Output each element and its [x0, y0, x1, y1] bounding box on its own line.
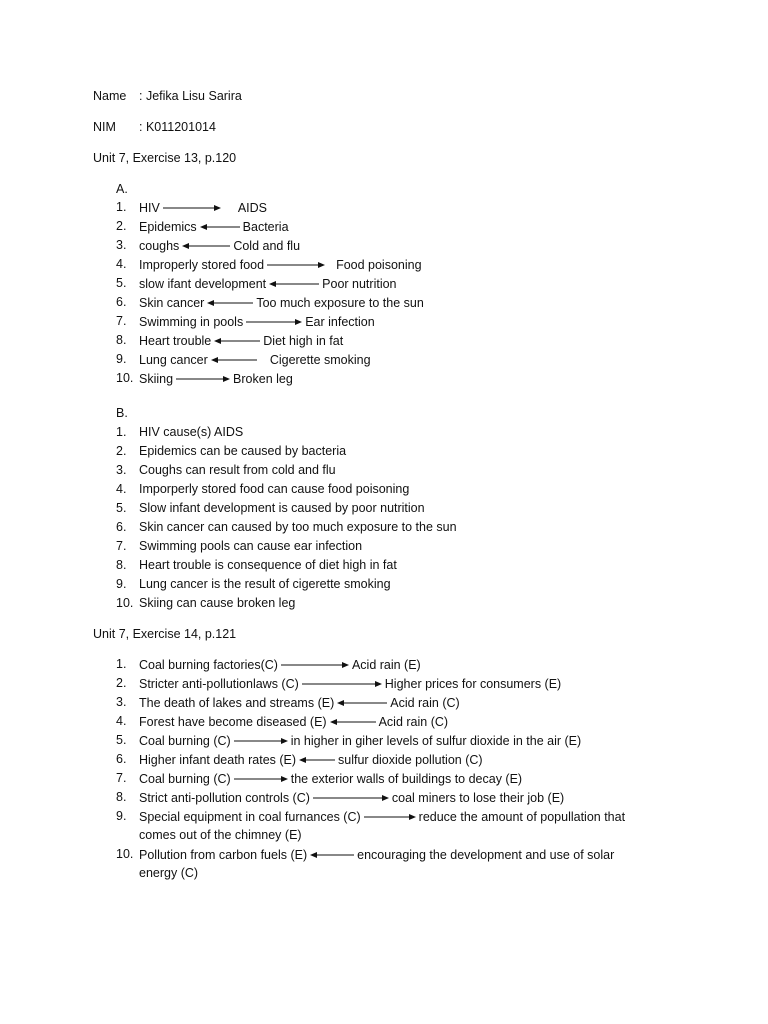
arrow-left-icon	[269, 279, 319, 289]
cause-effect-left: coughs	[139, 238, 180, 253]
arrow-left-icon	[211, 355, 257, 365]
cause-effect-right: in higher in giher levels of sulfur dioxide in the air (E)	[290, 733, 582, 748]
partA-item	[139, 237, 300, 253]
cause-effect-left: Swimming in pools	[139, 314, 244, 329]
ex14-item	[139, 713, 448, 729]
ex14-item	[139, 732, 581, 748]
arrow-right-icon	[281, 660, 349, 670]
cause-effect-left: Coal burning factories(C)	[139, 657, 278, 672]
partB-item-text: Lung cancer is the result of cigerette smoking	[139, 577, 391, 591]
ex14-item	[139, 789, 564, 805]
partB-item-text: Heart trouble is consequence of diet high in fat	[139, 558, 397, 572]
partA-item-number: 3.	[116, 238, 127, 252]
ex14-item-number: 1.	[116, 657, 127, 671]
cause-effect-left: Coal burning (C)	[139, 771, 231, 786]
ex14-item-number: 8.	[116, 790, 127, 804]
exercise-14-title: Unit 7, Exercise 14, p.121	[93, 627, 237, 641]
nim-value: : K011201014	[139, 120, 216, 134]
ex14-item-number: 10.	[116, 847, 134, 861]
arrow-right-icon	[234, 774, 288, 784]
partB-item-text: Coughs can result from cold and flu	[139, 463, 336, 477]
partA-item	[139, 332, 343, 348]
cause-effect-right: Ear infection	[305, 314, 375, 329]
cause-effect-left: Epidemics	[139, 219, 197, 234]
ex14-item	[139, 808, 625, 824]
partA-item	[139, 218, 289, 234]
partA-item-number: 1.	[116, 200, 127, 214]
cause-effect-left: The death of lakes and streams (E)	[139, 695, 335, 710]
ex14-item	[139, 675, 561, 691]
arrow-right-icon	[302, 679, 382, 689]
partA-item	[139, 256, 422, 272]
arrow-left-icon	[310, 850, 354, 860]
arrow-left-icon	[330, 717, 376, 727]
name-label: Name	[93, 89, 127, 103]
partB-item-text: HIV cause(s) AIDS	[139, 425, 244, 439]
arrow-right-icon	[313, 793, 389, 803]
partA-item-number: 2.	[116, 219, 127, 233]
partB-item-number: 7.	[116, 539, 127, 553]
partB-item-number: 1.	[116, 425, 127, 439]
ex14-item-number: 6.	[116, 752, 127, 766]
ex14-item-continuation: energy (C)	[139, 866, 199, 880]
cause-effect-right: Cigerette smoking	[269, 352, 371, 367]
cause-effect-left: Forest have become diseased (E)	[139, 714, 327, 729]
partA-item	[139, 294, 424, 310]
partB-item-number: 9.	[116, 577, 127, 591]
part-b-label: B.	[116, 406, 128, 420]
ex14-item	[139, 694, 460, 710]
partB-item-text: Slow infant development is caused by poor nutrition	[139, 501, 425, 515]
cause-effect-right: AIDS	[237, 200, 268, 215]
partA-item	[139, 313, 375, 329]
ex14-item-number: 2.	[116, 676, 127, 690]
partB-item-text: Epidemics can be caused by bacteria	[139, 444, 347, 458]
partB-item-number: 4.	[116, 482, 127, 496]
arrow-right-icon	[267, 260, 325, 270]
ex14-item-number: 3.	[116, 695, 127, 709]
partA-item-number: 10.	[116, 371, 134, 385]
cause-effect-left: Pollution from carbon fuels (E)	[139, 847, 308, 862]
cause-effect-right: Acid rain (C)	[390, 695, 460, 710]
partB-item-text: Swimming pools can cause ear infection	[139, 539, 363, 553]
cause-effect-right: the exterior walls of buildings to decay (E)	[290, 771, 523, 786]
partA-item	[139, 370, 293, 386]
ex14-item-number: 9.	[116, 809, 127, 823]
partB-item-number: 3.	[116, 463, 127, 477]
cause-effect-left: slow ifant development	[139, 276, 267, 291]
cause-effect-right: reduce the amount of popullation that	[418, 809, 626, 824]
partB-item-number: 2.	[116, 444, 127, 458]
arrow-left-icon	[214, 336, 260, 346]
ex14-item	[139, 656, 421, 672]
cause-effect-right: Too much exposure to the sun	[256, 295, 424, 310]
cause-effect-right: sulfur dioxide pollution (C)	[338, 752, 483, 767]
partA-item	[139, 199, 267, 215]
ex14-item-number: 5.	[116, 733, 127, 747]
cause-effect-left: Special equipment in coal furnances (C)	[139, 809, 361, 824]
nim-label: NIM	[93, 120, 116, 134]
partB-item-number: 10.	[116, 596, 134, 610]
cause-effect-right: Higher prices for consumers (E)	[384, 676, 562, 691]
arrow-right-icon	[234, 736, 288, 746]
cause-effect-right: Diet high in fat	[263, 333, 344, 348]
cause-effect-left: Strict anti-pollution controls (C)	[139, 790, 310, 805]
cause-effect-right: coal miners to lose their job (E)	[391, 790, 565, 805]
arrow-left-icon	[299, 755, 335, 765]
arrow-right-icon	[246, 317, 302, 327]
partA-item-number: 6.	[116, 295, 127, 309]
arrow-left-icon	[207, 298, 253, 308]
ex14-item	[139, 846, 614, 862]
partA-item-number: 8.	[116, 333, 127, 347]
partA-item	[139, 275, 397, 291]
partB-item-number: 5.	[116, 501, 127, 515]
ex14-item-number: 4.	[116, 714, 127, 728]
cause-effect-right: Acid rain (C)	[378, 714, 449, 729]
arrow-right-icon	[163, 203, 221, 213]
partB-item-text: Skin cancer can caused by too much exposure to the sun	[139, 520, 457, 534]
partA-item-number: 4.	[116, 257, 127, 271]
cause-effect-left: Heart trouble	[139, 333, 212, 348]
part-a-label: A.	[116, 182, 128, 196]
cause-effect-right: Acid rain (E)	[351, 657, 421, 672]
ex14-item-number: 7.	[116, 771, 127, 785]
arrow-left-icon	[200, 222, 240, 232]
cause-effect-left: HIV	[139, 200, 160, 215]
cause-effect-left: Stricter anti-pollutionlaws (C)	[139, 676, 299, 691]
cause-effect-right: Cold and flu	[233, 238, 301, 253]
partA-item	[139, 351, 371, 367]
cause-effect-right: Broken leg	[233, 371, 293, 386]
cause-effect-right: Poor nutrition	[322, 276, 397, 291]
partA-item-number: 7.	[116, 314, 127, 328]
partA-item-number: 5.	[116, 276, 127, 290]
cause-effect-right: Bacteria	[242, 219, 289, 234]
partB-item-number: 8.	[116, 558, 127, 572]
partB-item-text: Imporperly stored food can cause food poisoning	[139, 482, 410, 496]
arrow-right-icon	[364, 812, 416, 822]
cause-effect-left: Skiing	[139, 371, 174, 386]
exercise-13-title: Unit 7, Exercise 13, p.120	[93, 151, 237, 165]
arrow-right-icon	[176, 374, 230, 384]
arrow-left-icon	[337, 698, 387, 708]
cause-effect-right: encouraging the development and use of solar	[357, 847, 615, 862]
name-value: : Jefika Lisu Sarira	[139, 89, 242, 103]
arrow-left-icon	[182, 241, 230, 251]
cause-effect-left: Skin cancer	[139, 295, 205, 310]
cause-effect-left: Lung cancer	[139, 352, 208, 367]
partA-item-number: 9.	[116, 352, 127, 366]
cause-effect-left: Higher infant death rates (E)	[139, 752, 297, 767]
cause-effect-left: Coal burning (C)	[139, 733, 231, 748]
cause-effect-right: Food poisoning	[336, 257, 422, 272]
cause-effect-left: Improperly stored food	[139, 257, 265, 272]
ex14-item	[139, 770, 522, 786]
ex14-item	[139, 751, 483, 767]
partB-item-text: Skiing can cause broken leg	[139, 596, 296, 610]
partB-item-number: 6.	[116, 520, 127, 534]
ex14-item-continuation: comes out of the chimney (E)	[139, 828, 302, 842]
